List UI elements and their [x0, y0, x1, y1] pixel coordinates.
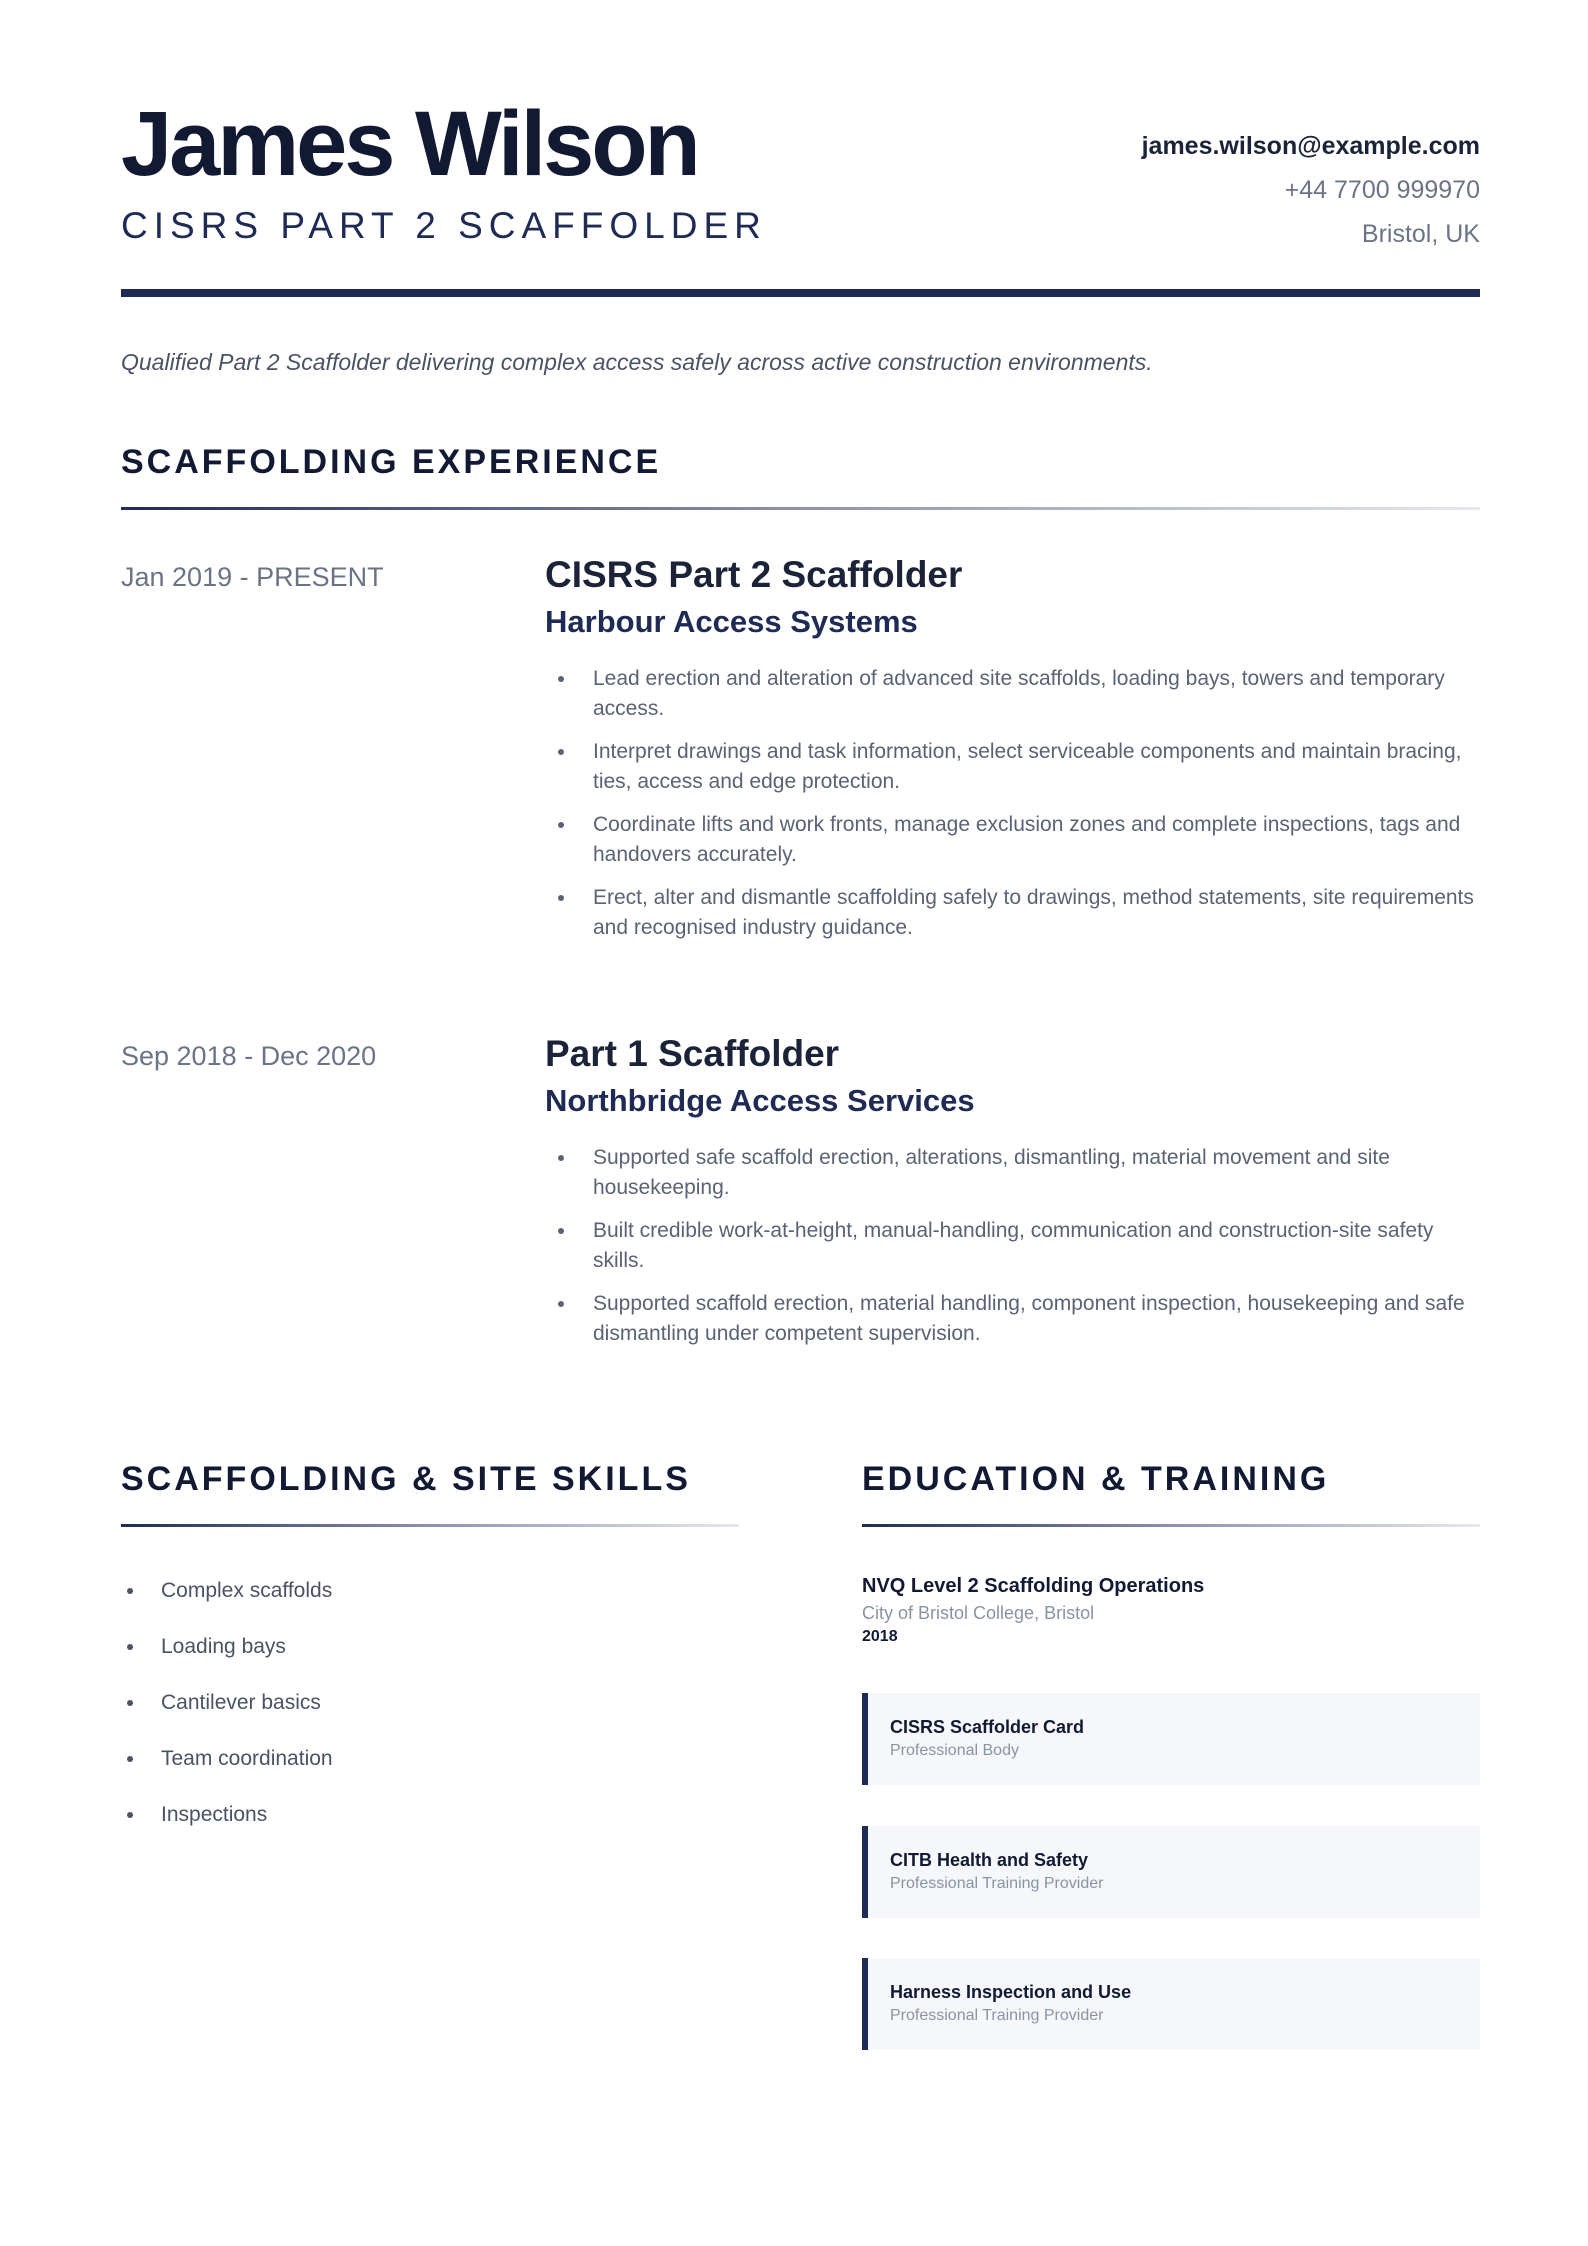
bullet-dot — [127, 1700, 133, 1706]
bullet-dot — [127, 1644, 133, 1650]
job-bullet-text: Erect, alter and dismantle scaffolding safely to drawings, method statements, site requirements and recognised industry guidance. — [593, 886, 1474, 939]
contact-block — [1142, 131, 1480, 263]
header-divider — [121, 289, 1480, 297]
bullet-dot — [558, 822, 564, 828]
bullet-dot — [558, 749, 564, 755]
bullet-dot — [127, 1588, 133, 1594]
job-bullet — [545, 1143, 1480, 1203]
skill-label: Inspections — [161, 1803, 268, 1826]
bullet-dot — [558, 1301, 564, 1307]
contact-email[interactable]: james.wilson@example.com — [1141, 132, 1480, 160]
contact-location: Bristol, UK — [1361, 220, 1480, 248]
candidate-name: James Wilson — [121, 93, 698, 195]
certification-name: CITB Health and Safety — [890, 1850, 1089, 1870]
job-dates: Sep 2018 - Dec 2020 — [121, 1041, 377, 1071]
certification-card — [862, 1826, 1480, 1918]
bullet-dot — [127, 1812, 133, 1818]
job-bullet — [545, 664, 1480, 724]
skill-label: Team coordination — [161, 1747, 333, 1770]
job-bullet — [545, 1289, 1480, 1349]
skill-item — [121, 1576, 741, 1606]
certification-name: Harness Inspection and Use — [890, 1982, 1132, 2002]
profile-summary: Qualified Part 2 Scaffolder delivering complex access safely across active construction environments. — [121, 349, 1153, 375]
job-bullet-text: Lead erection and alteration of advanced site scaffolds, loading bays, towers and temporary access. — [593, 667, 1445, 720]
skill-label: Loading bays — [161, 1635, 286, 1658]
certification-body: Professional Training Provider — [890, 2007, 1104, 2024]
skills-heading: SCAFFOLDING & SITE SKILLS — [121, 1460, 691, 1498]
education-institution: City of Bristol College, Bristol — [862, 1603, 1095, 1623]
candidate-role: CISRS PART 2 SCAFFOLDER — [121, 205, 767, 246]
skill-label: Complex scaffolds — [161, 1579, 333, 1602]
skills-divider — [121, 1524, 739, 1527]
certification-body: Professional Training Provider — [890, 1875, 1104, 1892]
job-bullet-text: Coordinate lifts and work fronts, manage exclusion zones and complete inspections, tags and handovers accurately. — [593, 813, 1461, 866]
job-title: CISRS Part 2 Scaffolder — [545, 554, 963, 595]
job-bullet — [545, 810, 1480, 870]
job-bullet-text: Interpret drawings and task information, select serviceable components and maintain bracing, ties, access and edge protection. — [593, 740, 1462, 793]
education-year: 2018 — [862, 1628, 898, 1645]
job-bullet-text: Built credible work-at-height, manual-handling, communication and construction-site safety skills. — [593, 1219, 1434, 1272]
certification-card — [862, 1958, 1480, 2050]
job-bullet — [545, 883, 1480, 943]
education-divider — [862, 1524, 1480, 1527]
bullet-dot — [558, 1228, 564, 1234]
job-body — [545, 1031, 1480, 1362]
education-heading: EDUCATION & TRAINING — [862, 1460, 1330, 1498]
skill-item — [121, 1800, 741, 1830]
job-bullet — [545, 737, 1480, 797]
bullet-dot — [558, 1155, 564, 1161]
skills-list — [121, 1576, 741, 1856]
skill-item — [121, 1632, 741, 1662]
job-bullet — [545, 1216, 1480, 1276]
bullet-dot — [558, 676, 564, 682]
education-degree: NVQ Level 2 Scaffolding Operations — [862, 1575, 1205, 1597]
bullet-dot — [127, 1756, 133, 1762]
bullet-dot — [558, 895, 564, 901]
skill-label: Cantilever basics — [161, 1691, 321, 1714]
job-body — [545, 552, 1480, 956]
resume-header — [121, 93, 1480, 296]
education-entry — [862, 1572, 1480, 1648]
certification-card — [862, 1693, 1480, 1785]
job-bullet-text: Supported scaffold erection, material handling, component inspection, housekeeping and safe dismantling under competent supervision. — [593, 1292, 1465, 1345]
experience-heading: SCAFFOLDING EXPERIENCE — [121, 443, 662, 481]
job-company: Northbridge Access Services — [545, 1083, 975, 1118]
skill-item — [121, 1744, 741, 1774]
certification-body: Professional Body — [890, 1742, 1019, 1759]
job-bullets — [545, 664, 1480, 943]
skill-item — [121, 1688, 741, 1718]
job-title: Part 1 Scaffolder — [545, 1033, 840, 1074]
contact-phone: +44 7700 999970 — [1284, 176, 1480, 204]
experience-divider — [121, 507, 1480, 510]
job-dates: Jan 2019 - PRESENT — [121, 562, 384, 592]
job-bullets — [545, 1143, 1480, 1349]
job-company: Harbour Access Systems — [545, 604, 918, 639]
certification-name: CISRS Scaffolder Card — [890, 1717, 1085, 1737]
job-bullet-text: Supported safe scaffold erection, alterations, dismantling, material movement and site housekeeping. — [593, 1146, 1390, 1199]
